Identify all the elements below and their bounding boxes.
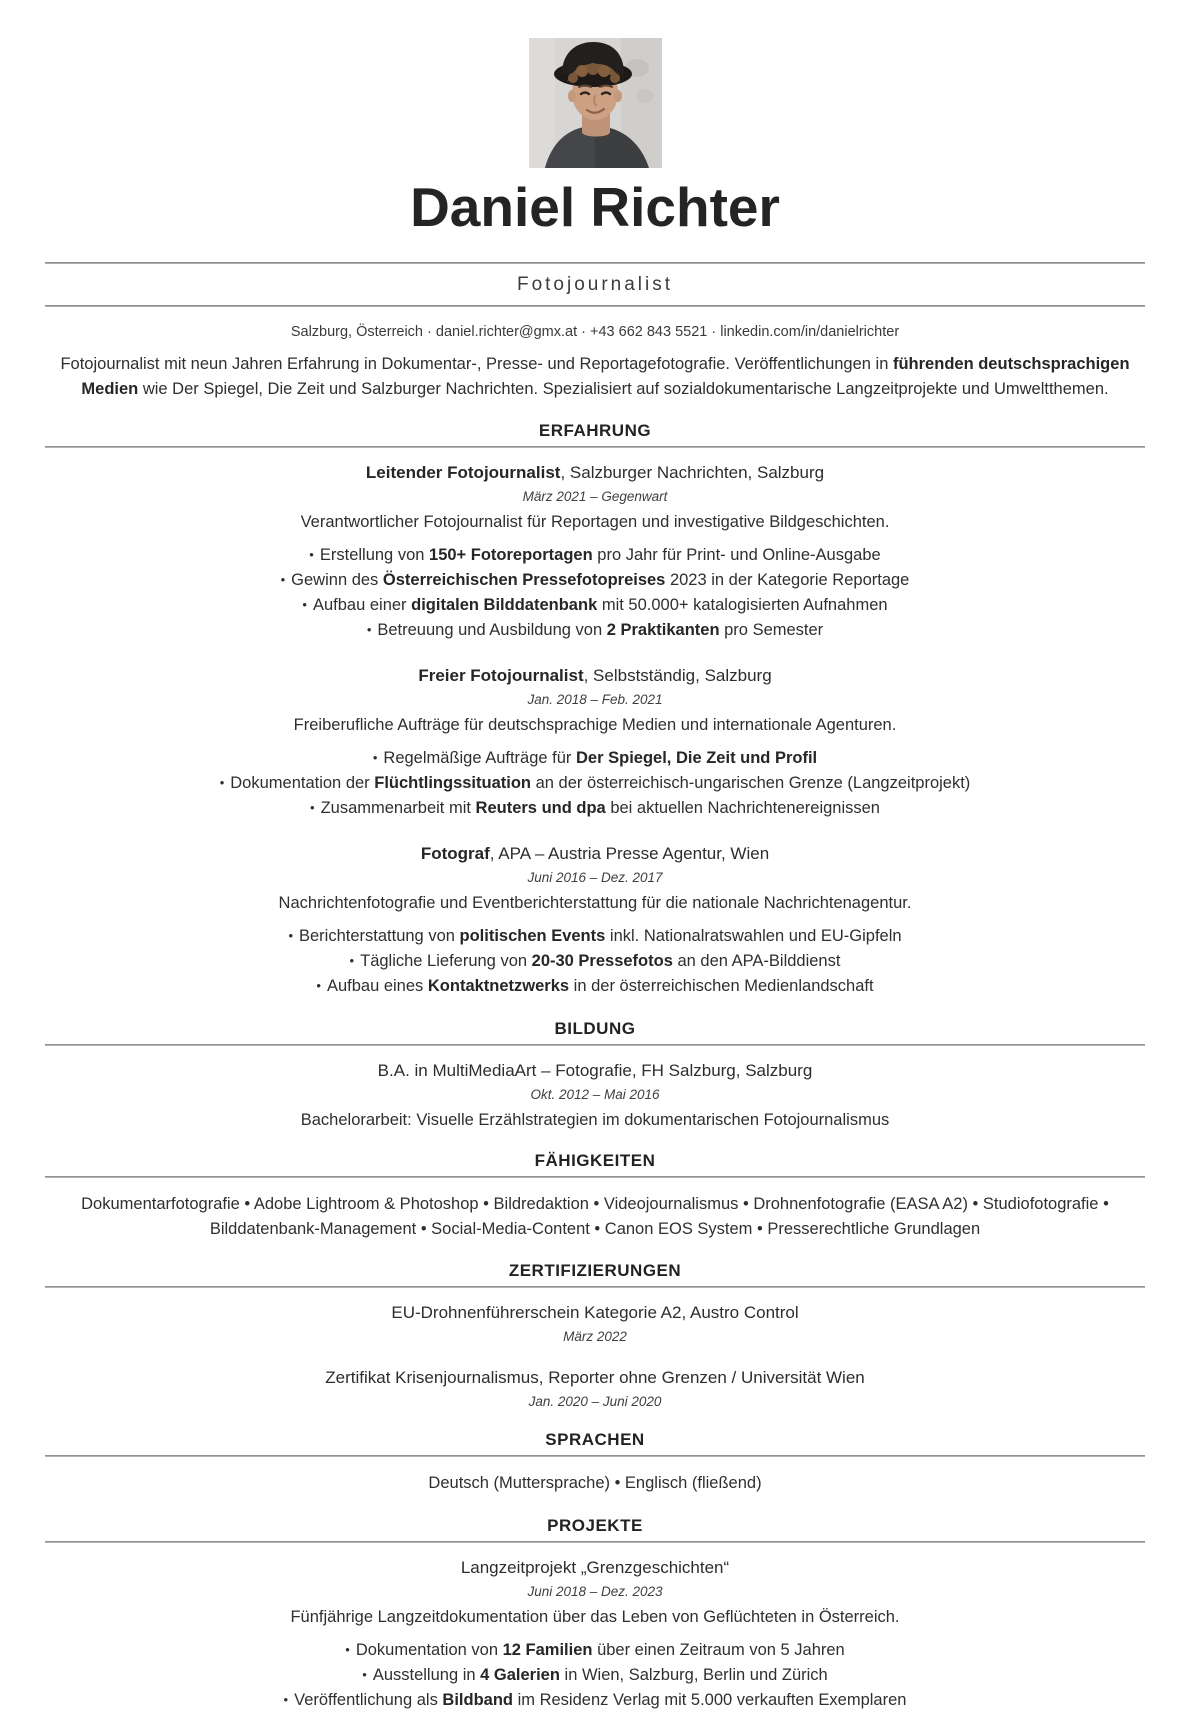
entry-date: Okt. 2012 – Mai 2016 (530, 1087, 660, 1102)
bullet-item (45, 746, 1145, 771)
bold-text: Bildband (442, 1690, 513, 1709)
bullet-list (45, 1638, 1145, 1713)
section-projekte (45, 1515, 1145, 1713)
bullet-icon: • (283, 1691, 289, 1707)
bullet-item (45, 771, 1145, 796)
bold-text: 20-30 Pressefotos (531, 952, 673, 970)
entry-title (45, 1060, 1145, 1081)
text: Veröffentlichung als (294, 1690, 443, 1709)
text: Dokumentation der (230, 774, 375, 792)
text: Berichterstattung von (299, 927, 460, 945)
text: pro Semester (719, 621, 824, 639)
bullet-item (45, 568, 1145, 593)
section-heading-faehigkeiten: FÄHIGKEITEN (534, 1151, 656, 1170)
entry-text: Dokumentarfotografie • Adobe Lightroom & Photoshop • Bildredaktion • Videojournalismus • Drohnenfotografie (EASA A2) • Studiofotografie • Bilddatenbank-Management • Social-Media-Content • Canon EOS System • Presserechtliche Grundlagen (81, 1195, 1109, 1238)
entry (45, 1471, 1145, 1496)
portrait-illustration (529, 38, 662, 168)
entry (45, 1557, 1145, 1713)
text: Fotojournalist mit neun Jahren Erfahrung in Dokumentar-, Presse- und Reportagefotografie. Veröffentlichungen in (60, 355, 893, 373)
entry-date: Juni 2016 – Dez. 2017 (527, 870, 663, 885)
bold-text: führenden deutschsprachigen Medien (81, 355, 1130, 398)
bullet-icon: • (280, 572, 286, 587)
bullet-icon: • (316, 978, 321, 993)
entry-description: Verantwortlicher Fotojournalist für Reportagen und investigative Bildgeschichten. (300, 513, 890, 531)
section-heading-zertifizierungen: ZERTIFIZIERUNGEN (508, 1261, 682, 1280)
summary-paragraph (45, 352, 1145, 401)
bullet-list (45, 924, 1145, 999)
bullet-item (45, 543, 1145, 568)
text: Tägliche Lieferung von (360, 952, 532, 970)
bullet-item (45, 593, 1145, 618)
bold-text: digitalen Bilddatenbank (411, 596, 598, 614)
bold-text: Fotograf (420, 844, 490, 863)
text: mit 50.000+ katalogisierten Aufnahmen (597, 596, 888, 614)
bullet-item (45, 1638, 1145, 1663)
section-heading-bildung: BILDUNG (554, 1019, 636, 1038)
text: in der österreichischen Medienlandschaft (569, 977, 874, 995)
contact-line: Salzburg, Österreich · daniel.richter@gmx.at · +43 662 843 5521 · linkedin.com/in/danielrichter (290, 324, 900, 340)
entry-title (45, 1367, 1145, 1388)
text: 2023 in der Kategorie Reportage (665, 571, 910, 589)
bullet-list (45, 746, 1145, 821)
bold-text: 2 Praktikanten (606, 621, 720, 639)
bullet-icon: • (219, 775, 225, 790)
bullet-icon: • (372, 750, 378, 765)
entry-title (45, 665, 1145, 686)
bold-text: Österreichischen Pressefotopreises (382, 571, 666, 589)
entry-date: Juni 2018 – Dez. 2023 (527, 1583, 663, 1599)
bullet-item (45, 924, 1145, 949)
bullet-item (45, 796, 1145, 821)
headline-title: Fotojournalist (516, 274, 674, 295)
text: Aufbau eines (326, 977, 428, 995)
entry-title (45, 462, 1145, 483)
bullet-icon: • (362, 1666, 367, 1682)
text: Aufbau einer (312, 596, 412, 614)
text: an der österreichisch-ungarischen Grenze (Langzeitprojekt) (531, 774, 971, 792)
section-heading-projekte: PROJEKTE (547, 1515, 643, 1535)
person-name: Daniel Richter (410, 176, 780, 238)
text: wie Der Spiegel, Die Zeit und Salzburger Nachrichten. Spezialisiert auf sozialdokumentarische Langzeitprojekte und Umweltthemen. (138, 379, 1109, 398)
text: im Residenz Verlag mit 5.000 verkauften Exemplaren (513, 1690, 907, 1709)
text: Ausstellung in (372, 1665, 481, 1684)
bold-text: Reuters und dpa (475, 799, 606, 817)
bold-text: Kontaktnetzwerks (427, 977, 570, 995)
entry-title (45, 1557, 1145, 1578)
entry (45, 1192, 1145, 1241)
section-rule (45, 446, 1145, 448)
section-faehigkeiten (45, 1150, 1145, 1241)
bullet-icon: • (302, 597, 307, 612)
bullet-item (45, 949, 1145, 974)
bold-text: Flüchtlingssituation (374, 774, 531, 792)
text: inkl. Nationalratswahlen und EU-Gipfeln (605, 927, 902, 945)
text: Langzeitprojekt „Grenzgeschichten“ (460, 1557, 730, 1577)
section-rule (45, 1176, 1145, 1178)
bullet-item (45, 1688, 1145, 1713)
entry (45, 1060, 1145, 1131)
bullet-item (45, 1663, 1145, 1688)
text: Betreuung und Ausbildung von (377, 621, 607, 639)
bold-text: 4 Galerien (480, 1665, 560, 1684)
bold-text: Leitender Fotojournalist (365, 463, 561, 482)
sections (45, 420, 1145, 1713)
text: B.A. in MultiMediaArt – Fotografie, FH Salzburg, Salzburg (377, 1061, 813, 1080)
text: EU-Drohnenführerschein Kategorie A2, Austro Control (391, 1303, 799, 1322)
bullet-icon: • (366, 622, 372, 637)
entry (45, 665, 1145, 821)
bullet-icon: • (345, 1641, 350, 1657)
text: über einen Zeitraum von 5 Jahren (592, 1640, 845, 1659)
entry-description: Bachelorarbeit: Visuelle Erzählstrategien im dokumentarischen Fotojournalismus (300, 1111, 890, 1129)
section-rule (45, 1455, 1145, 1457)
section-bildung (45, 1018, 1145, 1131)
section-zertifizierungen (45, 1260, 1145, 1410)
text: pro Jahr für Print- und Online-Ausgabe (592, 546, 881, 564)
text: Erstellung von (319, 546, 430, 564)
divider-bottom (45, 305, 1145, 307)
section-heading-erfahrung: ERFAHRUNG (538, 421, 652, 440)
text: Regelmäßige Aufträge für (383, 749, 577, 767)
entry-description: Nachrichtenfotografie und Eventberichterstattung für die nationale Nachrichtenagentur. (278, 894, 912, 912)
section-rule (45, 1541, 1145, 1543)
bold-text: Der Spiegel, Die Zeit und Profil (576, 749, 818, 767)
bullet-icon: • (288, 928, 293, 943)
divider-top (45, 262, 1145, 264)
section-heading-sprachen: SPRACHEN (545, 1430, 645, 1449)
text: , APA – Austria Presse Agentur, Wien (489, 844, 770, 863)
text: in Wien, Salzburg, Berlin und Zürich (559, 1665, 828, 1684)
bold-text: 150+ Fotoreportagen (429, 546, 593, 564)
entry (45, 1367, 1145, 1410)
text: Gewinn des (291, 571, 383, 589)
bold-text: politischen Events (459, 927, 606, 945)
entry-date: Jan. 2020 – Juni 2020 (528, 1394, 662, 1409)
text: an den APA-Bilddienst (672, 952, 841, 970)
entry-description: Freiberufliche Aufträge für deutschsprachige Medien und internationale Agenturen. (293, 716, 897, 734)
bullet-item (45, 974, 1145, 999)
entry-date: März 2022 (563, 1329, 627, 1344)
bullet-icon: • (310, 800, 315, 815)
entry-text: Deutsch (Muttersprache) • Englisch (fließend) (428, 1474, 762, 1492)
profile-photo (529, 38, 662, 168)
bullet-list (45, 543, 1145, 643)
bold-text: 12 Familien (502, 1640, 593, 1659)
resume-page (0, 38, 1190, 1721)
entry-description: Fünfjährige Langzeitdokumentation über das Leben von Geflüchteten in Österreich. (290, 1607, 900, 1626)
section-rule (45, 1286, 1145, 1288)
bullet-icon: • (349, 953, 355, 968)
section-erfahrung (45, 420, 1145, 999)
text: Zusammenarbeit mit (320, 799, 476, 817)
bullet-icon: • (309, 547, 314, 562)
entry-date: März 2021 – Gegenwart (522, 489, 668, 504)
entry-title (45, 1302, 1145, 1323)
text: Zertifikat Krisenjournalismus, Reporter ohne Grenzen / Universität Wien (325, 1368, 865, 1387)
entry (45, 843, 1145, 999)
text: Dokumentation von (355, 1640, 503, 1659)
section-rule (45, 1044, 1145, 1046)
entry (45, 462, 1145, 643)
bullet-item (45, 618, 1145, 643)
entry-title (45, 843, 1145, 864)
entry (45, 1302, 1145, 1345)
entry-date: Jan. 2018 – Feb. 2021 (527, 692, 663, 707)
bold-text: Freier Fotojournalist (418, 666, 584, 685)
text: , Salzburger Nachrichten, Salzburg (560, 463, 825, 482)
text: , Selbstständig, Salzburg (583, 666, 772, 685)
section-sprachen (45, 1429, 1145, 1496)
text: bei aktuellen Nachrichtenereignissen (605, 799, 880, 817)
